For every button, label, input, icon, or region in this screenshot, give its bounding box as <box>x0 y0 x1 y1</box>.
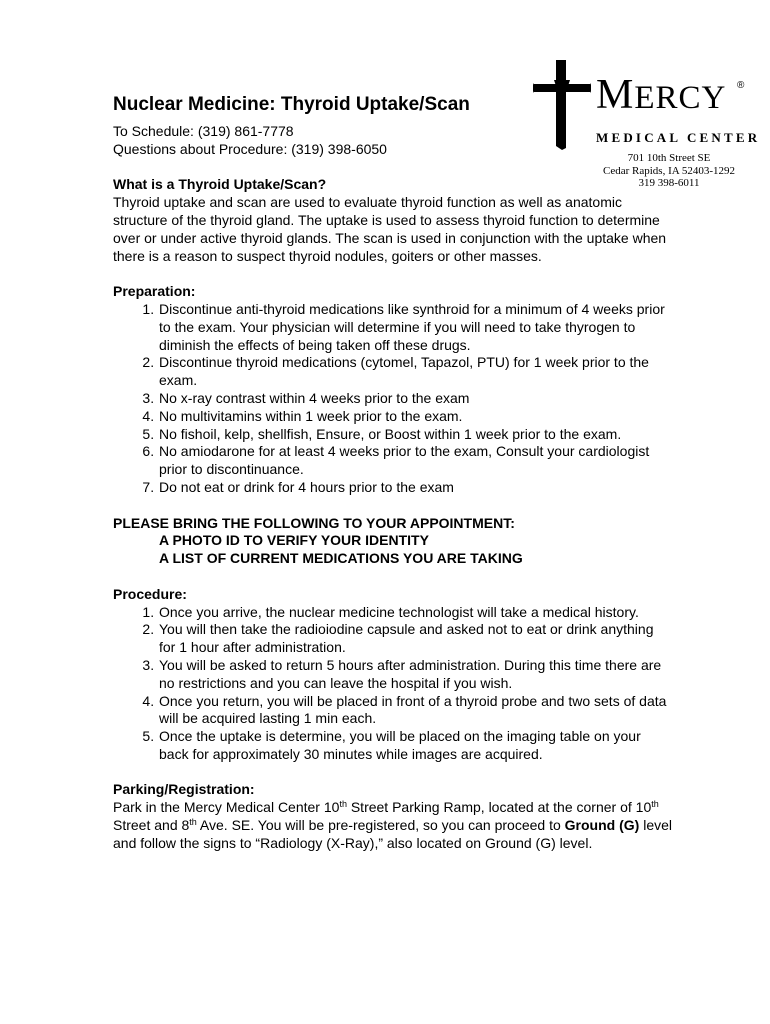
procedure-list <box>113 604 673 764</box>
what-is-body: Thyroid uptake and scan are used to evaluate thyroid function as well as anatomic structure of the thyroid gland. The uptake is used to assess thyroid function to determine over or under active thyroid glands. The scan is used in conjunction with the uptake when there is a reason to suspect thyroid nodules, goiters or other masses. <box>113 194 667 264</box>
preparation-list <box>113 301 673 497</box>
registered-mark: ® <box>737 80 745 91</box>
logo-initial: M <box>596 72 635 118</box>
parking-body: Park in the Mercy Medical Center 10th Street Parking Ramp, located at the corner of 10th Street and 8th Ave. SE. You will be pre-registered, so you can proceed to Ground (G) level and follow the signs to “Radiology (X-Ray),” also located on Ground (G) level. <box>113 799 672 851</box>
list-item: 2. You will then take the radioiodine capsule and asked not to eat or drink anything for 1 hour after administration. <box>158 621 673 657</box>
bring-heading: PLEASE BRING THE FOLLOWING TO YOUR APPOINTMENT: <box>113 514 515 531</box>
bring-photo-id: A PHOTO ID TO VERIFY YOUR IDENTITY <box>159 532 429 549</box>
list-item: 6. No amiodarone for at least 4 weeks prior to the exam, Consult your cardiologist prior to discontinuance. <box>158 443 673 479</box>
list-item: 3. You will be asked to return 5 hours after administration. During this time there are no restrictions and you can leave the hospital if you wish. <box>158 657 673 693</box>
address-line-street: 701 10th Street SE <box>627 152 711 164</box>
parking-heading: Parking/Registration: <box>113 781 255 798</box>
address-line-city: Cedar Rapids, IA 52403-1292 <box>603 164 735 177</box>
address-line-phone: 319 398-6011 <box>638 177 700 189</box>
schedule-phone: To Schedule: (319) 861-7778 <box>113 123 294 139</box>
procedure-heading: Procedure: <box>113 585 187 602</box>
logo-name-rest: ERCY <box>634 80 727 116</box>
list-item: 5. Once the uptake is determine, you will be placed on the imaging table on your back for approximately 30 minutes while images are acquired. <box>158 728 673 764</box>
list-item: 7. Do not eat or drink for 4 hours prior to the exam <box>158 479 673 497</box>
list-item: 1. Discontinue anti-thyroid medications like synthroid for a minimum of 4 weeks prior to the exam. Your physician will determine if you will need to take thyrogen to diminish the effects of being taken off these drugs. <box>158 301 673 354</box>
document-body <box>113 93 673 853</box>
list-item: 5. No fishoil, kelp, shellfish, Ensure, or Boost within 1 week prior to the exam. <box>158 426 673 444</box>
bring-medications: A LIST OF CURRENT MEDICATIONS YOU ARE TAKING <box>159 550 523 567</box>
questions-phone: Questions about Procedure: (319) 398-6050 <box>113 140 387 157</box>
preparation-heading: Preparation: <box>113 283 196 300</box>
list-item: 1. Once you arrive, the nuclear medicine technologist will take a medical history. <box>158 604 673 622</box>
logo-subtitle: MEDICAL CENTER <box>596 130 761 145</box>
list-item: 4. No multivitamins within 1 week prior to the exam. <box>158 408 673 426</box>
list-item: 4. Once you return, you will be placed in front of a thyroid probe and two sets of data will be acquired lasting 1 min each. <box>158 693 673 729</box>
list-item: 2. Discontinue thyroid medications (cytomel, Tapazol, PTU) for 1 week prior to the exam. <box>158 354 673 390</box>
list-item: 3. No x-ray contrast within 4 weeks prior to the exam <box>158 390 673 408</box>
bring-notice <box>113 515 673 568</box>
page-title: Nuclear Medicine: Thyroid Uptake/Scan <box>113 94 470 115</box>
what-is-heading: What is a Thyroid Uptake/Scan? <box>113 176 327 193</box>
